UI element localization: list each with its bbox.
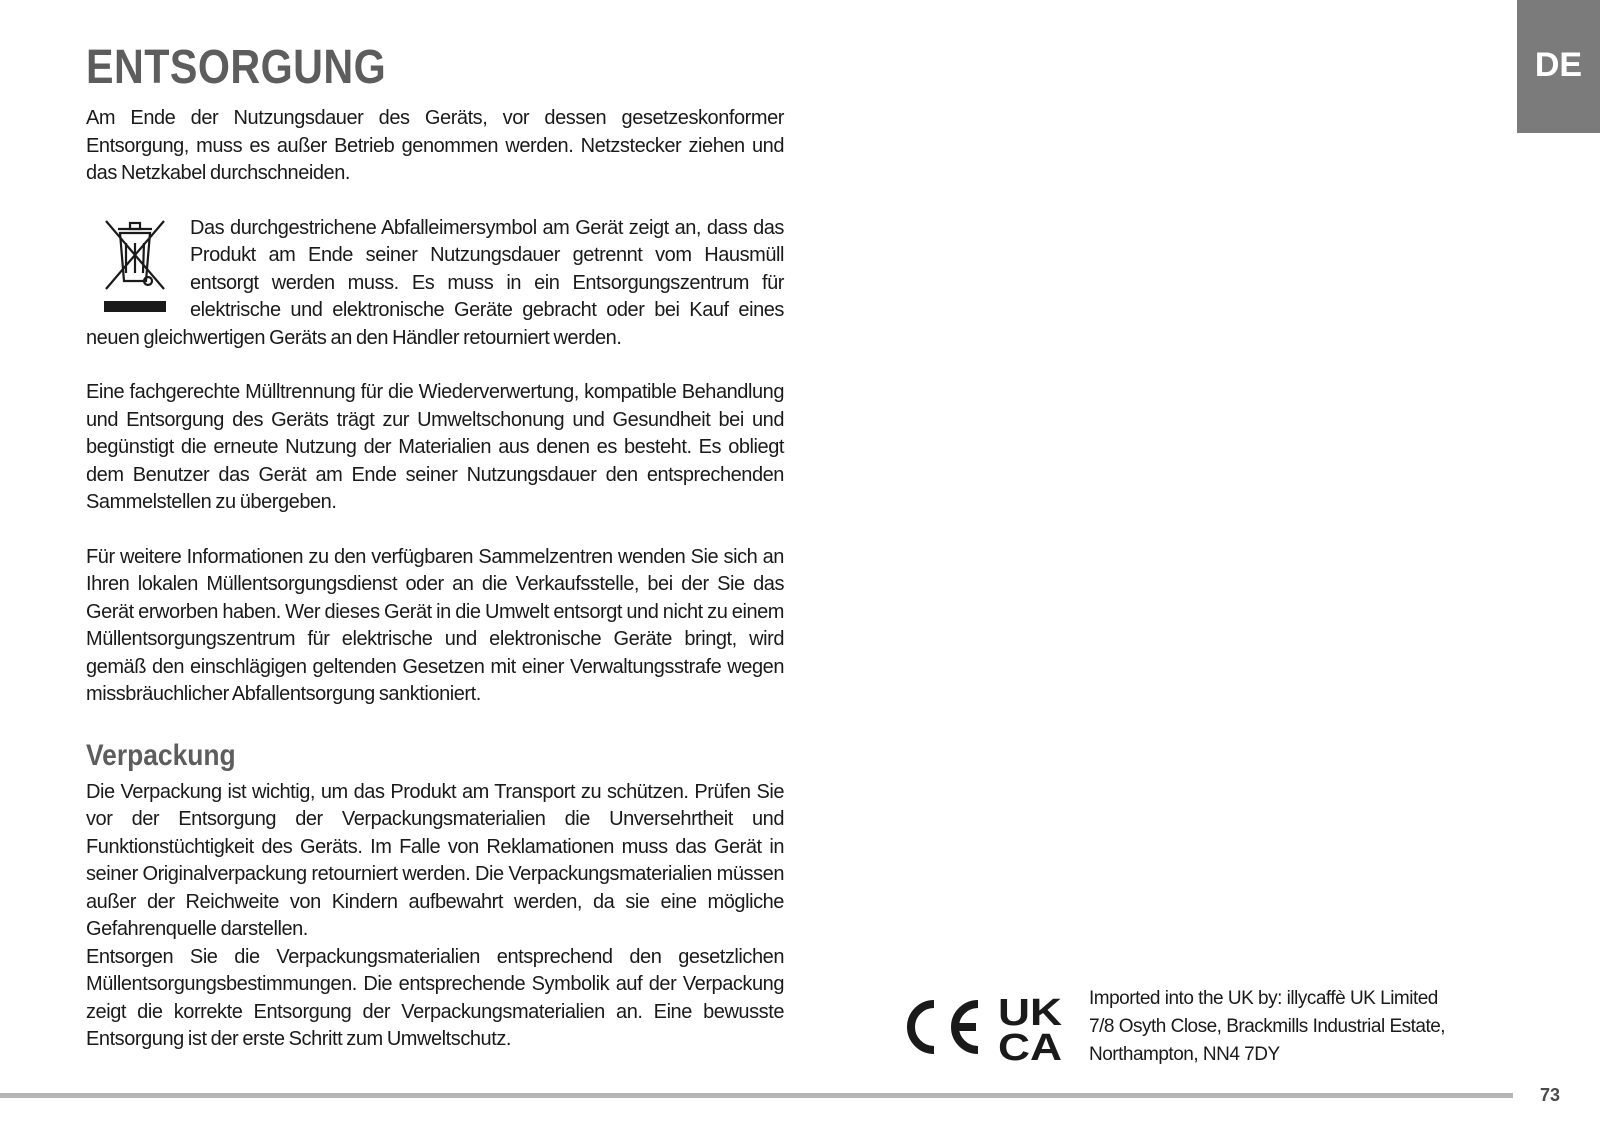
importer-line-1: Imported into the UK by: illycaffè UK Limited	[1089, 988, 1438, 1009]
recycling-paragraph: Eine fachgerechte Mülltrennung für die Wiederverwertung, kompatible Behandlung und Entsorgung des Geräts trägt zur Umweltschonung und Gesundheit bei und begünstigt die erneute Nutzung der Materialien aus denen es besteht. Es obliegt dem Benutzer das Gerät am Ende seiner Nutzungsdauer den entsprechenden Sammelstellen zu übergeben.	[86, 381, 784, 513]
intro-paragraph: Am Ende der Nutzungsdauer des Geräts, vor dessen gesetzeskonformer Entsorgung, muss es außer Betrieb genommen werden. Netzstecker ziehen und das Netzkabel durchschneiden.	[86, 107, 784, 184]
importer-line-2: 7/8 Osyth Close, Brackmills Industrial Estate,	[1089, 1016, 1446, 1037]
page-number: 73	[1540, 1085, 1561, 1105]
page-title: ENTSORGUNG	[86, 41, 387, 94]
conformity-marks	[898, 992, 1066, 1062]
packaging-heading: Verpackung	[86, 738, 236, 772]
packaging-paragraph-2: Entsorgen Sie die Verpackungsmaterialien entsprechend den gesetzlichen Müllentsorgungsbestimmungen. Die entsprechende Symbolik auf der Verpackung zeigt die korrekte Entsorgung der Verpackungsmaterialien an. Eine bewusste Entsorgung ist der erste Schritt zum Umweltschutz.	[86, 945, 784, 1050]
ukca-top: UK	[998, 992, 1063, 1034]
ukca-bottom: CA	[998, 1027, 1062, 1062]
importer-line-3: Northampton, NN4 7DY	[1089, 1044, 1280, 1065]
weee-paragraph: Das durchgestrichene Abfalleimersymbol am Gerät zeigt an, dass das Produkt am Ende seiner Nutzungsdauer getrennt vom Hausmüll entsorgt werden muss. Es muss in ein Entsorgungszentrum für elektrische und elektronische Geräte gebracht oder bei Kauf eines neuen gleichwertigen Geräts an den Händler retourniert werden.	[86, 216, 784, 349]
language-tab: DE	[1517, 0, 1600, 133]
ukca-mark-icon	[998, 992, 1063, 1062]
main-column	[86, 40, 784, 1054]
crossed-out-wheelie-bin-icon	[100, 215, 172, 315]
info-paragraph: Für weitere Informationen zu den verfügbaren Sammelzentren wenden Sie sich an Ihren lokalen Müllentsorgungsdienst oder an die Verkaufsstelle, bei der Sie das Gerät erworben haben. Wer dieses Gerät in die Umwelt entsorgt und nicht zu einem Müllentsorgungszentrum für elektrische und elektronische Geräte bringt, wird gemäß den einschlägigen geltenden Gesetzen mit einer Verwaltungsstrafe wegen missbräuchlicher Abfallentsorgung sanktioniert.	[86, 545, 784, 705]
packaging-paragraph-1: Die Verpackung ist wichtig, um das Produkt am Transport zu schützen. Prüfen Sie vor der Entsorgung der Verpackungsmaterialien die Unversehrtheit und Funktionstüchtigkeit des Geräts. Im Falle von Reklamationen muss das Gerät in seiner Originalverpackung retourniert werden. Die Verpackungsmaterialien müssen außer der Reichweite von Kindern aufbewahrt werden, da sie eine mögliche Gefahrenquelle darstellen.	[86, 780, 784, 940]
weee-block	[86, 215, 784, 353]
ce-mark-icon	[911, 1004, 978, 1050]
ce-label: CE	[898, 992, 900, 993]
footer-rule	[0, 1093, 1513, 1098]
importer-info	[1089, 985, 1469, 1069]
